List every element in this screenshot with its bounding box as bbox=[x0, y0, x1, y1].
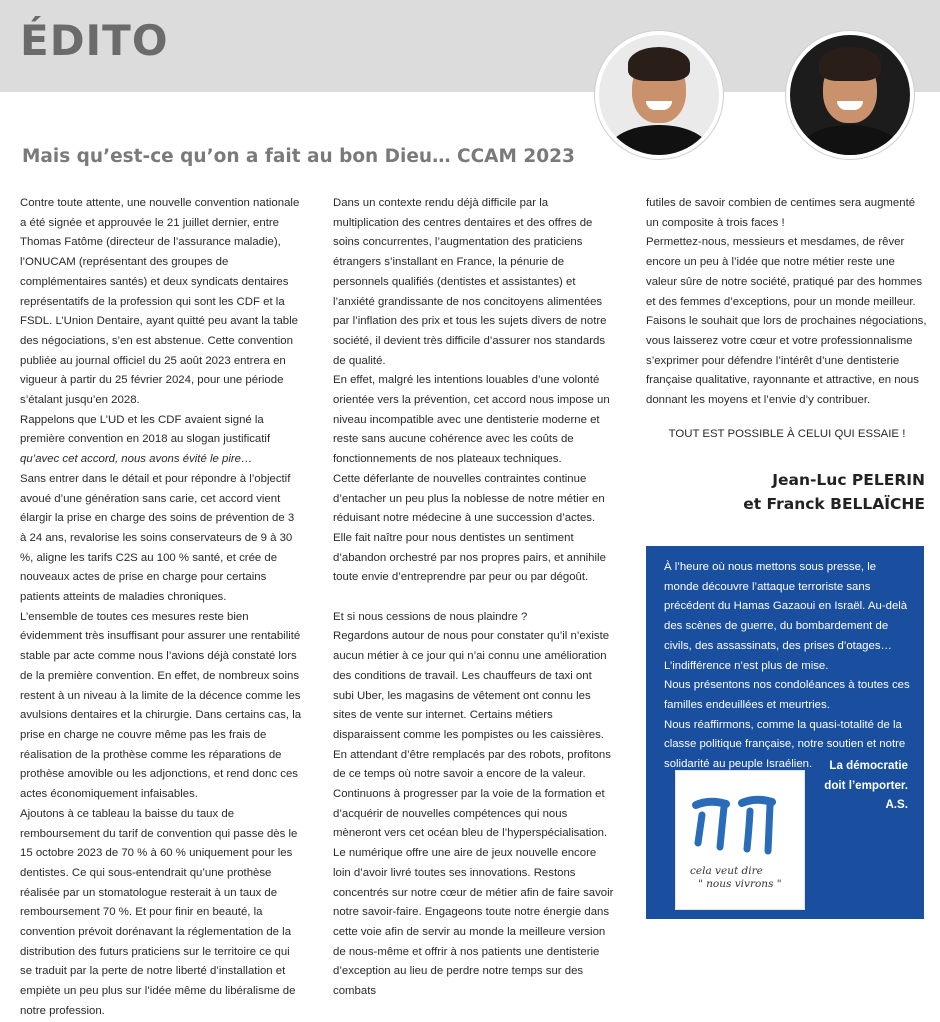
paragraph: L’ensemble de toutes ces mesures reste bien évidemment très insuffisant pour assurer une rentabilité stable par acte comme nous l’avions déjà constaté lors de la première convention. En effet, de nombreux soins restent à un niveau à la limite de la décence comme les avulsions dentaires et la chirurgie. Dans certains cas, la prise en charge ne couvre même pas les frais de réalisation de la prothèse comme les réparations de prothèse amovible ou les adjonctions, et rend donc ces actes économiquement infaisables. bbox=[20, 610, 302, 801]
signature bbox=[743, 468, 925, 516]
quote-intro: Rappelons que L’UD et les CDF avaient signé la première convention en 2018 au slogan justificatif bbox=[20, 413, 271, 446]
motto: TOUT EST POSSIBLE À CELUI QUI ESSAIE ! bbox=[668, 428, 906, 440]
paragraph-question: Et si nous cessions de nous plaindre ? bbox=[333, 610, 528, 623]
chai-card bbox=[676, 771, 804, 909]
portrait-hair bbox=[628, 47, 690, 81]
paragraph: Ajoutons à ce tableau la baisse du taux de remboursement du tarif de convention qui passe dès le 15 octobre 2023 de 70 % à 60 % uniquement pour les dentistes. Ce qui sous-entendrait qu’une prothèse réalisée par un stomatologue resterait à un taux de remboursement 70 %. Et pour finir en beauté, la convention prévoit dorénavant la réglementation de la distribution des futurs praticiens sur le territoire ce qui se traduit par la perte de notre liberté d’installation et empiète un peu plus sur l’idée même du libéralisme de notre profession. bbox=[20, 807, 298, 1017]
sidebar-paragraph: Nous présentons nos condoléances à toutes ces familles endeuillées et meurtries. bbox=[664, 679, 910, 711]
portrait-photo-1 bbox=[599, 35, 719, 155]
paragraph: En effet, malgré les intentions louables d’une volonté orientée vers la prévention, cet accord nous impose un niveau incompatible avec une dentisterie moderne et reste sans aucune cohérence avec les coûts de fonctionnements de nos plateaux techniques. bbox=[333, 374, 610, 466]
page-title: ÉDITO bbox=[20, 16, 169, 65]
article-subtitle: Mais qu’est-ce qu’on a fait au bon Dieu… CCAM 2023 bbox=[22, 146, 575, 167]
portrait-shirt bbox=[800, 125, 900, 155]
article-column-3 bbox=[646, 194, 928, 411]
paragraph-gap bbox=[333, 588, 615, 608]
author-portrait-2 bbox=[785, 30, 915, 160]
paragraph: Permettez-nous, messieurs et mesdames, de rêver encore un peu à l’idée que notre métier reste une valeur sûre de notre société, pratiqué par des hommes et des femmes d’exceptions, pour un monde meilleur. Faisons le souhait que lors de prochaines négociations, vous laisserez votre cœur et votre professionnalisme s’exprimer pour défendre l’intérêt d’une dentisterie française qualitative, rayonnante et attractive, en nous donnant les moyens et l’envie d’y contribuer. bbox=[646, 236, 927, 407]
paragraph: Regardons autour de nous pour constater qu’il n’existe aucun métier à ce jour qui n’ai connu une amélioration des conditions de travail. Les chauffeurs de taxi ont subi Uber, les magasins de vêtement ont connu les sites de vente sur internet. Certains métiers disparaissent comme les pompistes ou les caissières. En attendant d’être remplacés par des robots, profitons de ce temps où notre savoir a encore de la valeur. Continuons à progresser par la voie de la formation et d’acquérir de nouvelles compétences qui nous mèneront vers cet océan bleu de l’hyperspécialisation. Le numérique offre une aire de jeux nouvelle encore loin d’avoir livré toutes ses innovations. Restons concentrés sur notre cœur de métier afin de faire savoir notre savoir-faire. Engageons toute notre énergie dans cette voie afin de servir au monde la meilleure version de nous-même et offrir à nos patients une dentisterie d’exception au lieu de perdre notre temps sur des combats bbox=[333, 630, 614, 998]
closing-line-1: La démocratie bbox=[829, 759, 908, 772]
author-portrait-1 bbox=[594, 30, 724, 160]
sidebar-paragraph: À l’heure où nous mettons sous presse, le monde découvre l’attaque terroriste sans précédent du Hamas Gazaoui en Israël. Au-delà des scènes de guerre, du bombardement de civils, des assassinats, des prises d’otages… L’indifférence n’est plus de mise. bbox=[664, 561, 908, 672]
quote-italic: qu’avec cet accord, nous avons évité le pire… bbox=[20, 453, 253, 466]
signature-line-1: Jean-Luc PELERIN bbox=[772, 471, 925, 489]
article-column-1 bbox=[20, 194, 302, 1022]
sidebar-text bbox=[664, 558, 910, 775]
paragraph: Sans entrer dans le détail et pour répondre à l’objectif avoué d’une génération sans carie, cet accord vient élargir la prise en charge des soins de prévention de 3 à 24 ans, revalorise les soins conservateurs de 9 à 30 %, aligne les tarifs C2S au 100 % santé, et crée de nouveaux actes de prise en charge pour certains patients atteints de maladies chroniques. bbox=[20, 472, 295, 604]
closing-line-2: doit l’emporter. bbox=[824, 778, 908, 792]
paragraph-quote bbox=[20, 411, 302, 470]
paragraph: Dans un contexte rendu déjà difficile par la multiplication des centres dentaires et des offres de soins concurrentes, l’augmentation des praticiens étrangers s’installant en France, la pénurie de personnels qualifiés (dentistes et assistantes) et l’anxiété grandissante de nos concitoyens alimentées par l’inflation des prix et tous les sujets divers de notre société, il devient très difficile d’assurer nos standards de qualité. bbox=[333, 197, 607, 367]
sidebar-closing bbox=[824, 756, 908, 815]
portrait-shirt bbox=[609, 125, 709, 155]
paragraph: Contre toute attente, une nouvelle convention nationale a été signée et approuvée le 21 juillet dernier, entre Thomas Fatôme (directeur de l’assurance maladie), l’ONUCAM (représentant des groupes de complémentaires santés) et deux syndicats dentaires représentatifs de la profession qui sont les CDF et la FSDL. L’Union Dentaire, ayant quitté peu avant la table des négociations, s’en est abstenue. Cette convention publiée au journal officiel du 25 août 2023 entrera en vigueur à partir du 25 février 2024, pour une période s’étalant jusqu’en 2028. bbox=[20, 197, 300, 407]
sidebar-paragraph: Nous réaffirmons, comme la quasi-totalité de la classe politique française, notre soutien et notre solidarité au peuple Israélien. bbox=[664, 718, 906, 771]
card-caption-line-2: " nous vivrons " bbox=[698, 878, 782, 890]
paragraph: Cette déferlante de nouvelles contraintes continue d’entacher un peu plus la noblesse de notre métier en réduisant notre médecine à une succession d’actes. Elle fait naître pour nous dentistes un sentiment d’abandon orchestré par nos propres pairs, et annihile toute envie d’entreprendre par peur ou par dégoût. bbox=[333, 472, 606, 584]
paragraph: futiles de savoir combien de centimes sera augmenté un composite à trois faces ! bbox=[646, 197, 916, 229]
portrait-hair bbox=[819, 47, 881, 81]
card-caption bbox=[690, 865, 800, 891]
article-column-2 bbox=[333, 194, 615, 1002]
signature-line-2: et Franck BELLAÏCHE bbox=[743, 495, 925, 513]
closing-initials: A.S. bbox=[885, 798, 908, 812]
card-caption-line-1: cela veut dire bbox=[690, 865, 763, 877]
portrait-photo-2 bbox=[790, 35, 910, 155]
